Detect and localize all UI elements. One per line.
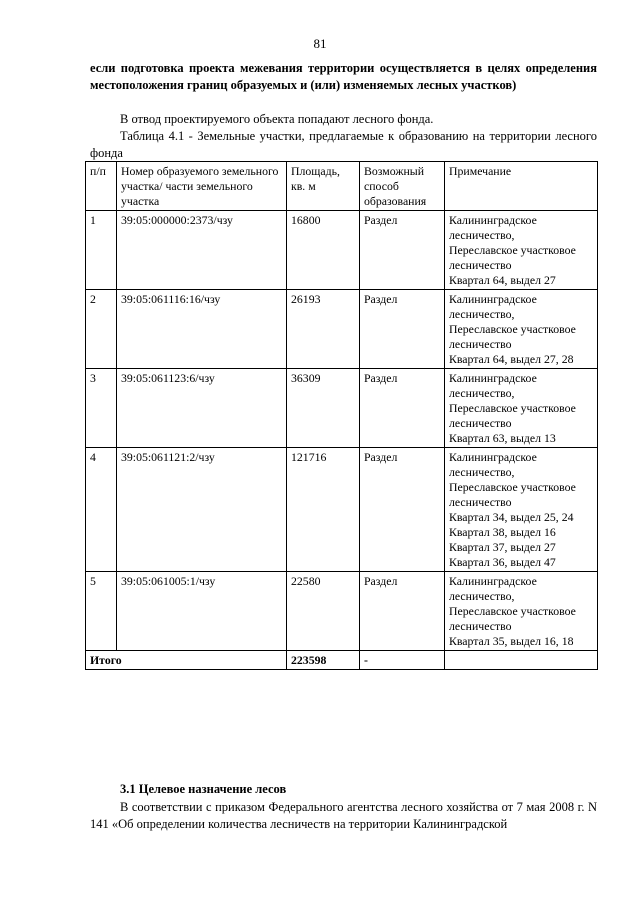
page-number: 81 [313,36,327,51]
cell-plot-id: 39:05:061123:6/чзу [117,369,287,448]
header-num: п/п [86,162,117,211]
note-line: Переславское участковое лесничество [449,401,576,430]
note-line: Калининградское лесничество, [449,292,537,321]
bold-paragraph: если подготовка проекта межевания территории осуществляется в целях определения местоположения границ образуемых и (или) изменяемых лесных участков) [90,61,597,92]
cell-area: 22580 [287,572,360,651]
total-note [445,651,598,670]
cell-area: 36309 [287,369,360,448]
total-area: 223598 [287,651,360,670]
cell-area: 26193 [287,290,360,369]
note-line: Калининградское лесничество, [449,213,537,242]
note-line: Квартал 63, выдел 13 [449,431,556,445]
section-title: 3.1 Целевое назначение лесов [120,782,287,796]
cell-plot-id: 39:05:061005:1/чзу [117,572,287,651]
table-caption: Таблица 4.1 - Земельные участки, предлагаемые к образованию на территории лесного фонда [90,129,597,160]
table-row [86,369,598,448]
cell-method: Раздел [360,572,445,651]
note-line: Квартал 36, выдел 47 [449,555,556,569]
table-row [86,448,598,572]
note-line: Переславское участковое лесничество [449,243,576,272]
cell-area: 121716 [287,448,360,572]
note-line: Квартал 34, выдел 25, 24 [449,510,574,524]
header-plot-id: Номер образуемого земельного участка/ части земельного участка [117,162,287,211]
cell-num: 5 [86,572,117,651]
table-header-row [86,162,598,211]
note-line: Переславское участковое лесничество [449,604,576,633]
cell-note [445,572,598,651]
note-line: Калининградское лесничество, [449,574,537,603]
note-line: Квартал 38, выдел 16 [449,525,556,539]
note-line: Переславское участковое лесничество [449,480,576,509]
cell-area: 16800 [287,211,360,290]
total-method: - [360,651,445,670]
header-note: Примечание [445,162,598,211]
cell-num: 2 [86,290,117,369]
cell-num: 1 [86,211,117,290]
cell-note [445,448,598,572]
note-line: Квартал 64, выдел 27 [449,273,556,287]
land-plots-table [85,161,598,670]
note-line: Квартал 64, выдел 27, 28 [449,352,574,366]
note-line: Квартал 35, выдел 16, 18 [449,634,574,648]
cell-plot-id: 39:05:000000:2373/чзу [117,211,287,290]
cell-num: 3 [86,369,117,448]
cell-note [445,369,598,448]
intro-paragraph: В отвод проектируемого объекта попадают лесного фонда. [120,112,434,126]
header-area: Площадь, кв. м [287,162,360,211]
cell-num: 4 [86,448,117,572]
cell-method: Раздел [360,290,445,369]
cell-method: Раздел [360,369,445,448]
note-line: Квартал 37, выдел 27 [449,540,556,554]
cell-note [445,290,598,369]
note-line: Переславское участковое лесничество [449,322,576,351]
note-line: Калининградское лесничество, [449,371,537,400]
cell-method: Раздел [360,448,445,572]
header-method: Возможный способ образования [360,162,445,211]
closing-paragraph: В соответствии с приказом Федерального агентства лесного хозяйства от 7 мая 2008 г. N 141 «Об определении количества лесничеств на территории Калининградской [90,800,597,831]
cell-note [445,211,598,290]
table-row [86,290,598,369]
cell-method: Раздел [360,211,445,290]
cell-plot-id: 39:05:061116:16/чзу [117,290,287,369]
table-row [86,211,598,290]
table-row [86,572,598,651]
total-label: Итого [86,651,287,670]
note-line: Калининградское лесничество, [449,450,537,479]
cell-plot-id: 39:05:061121:2/чзу [117,448,287,572]
table-total-row [86,651,598,670]
